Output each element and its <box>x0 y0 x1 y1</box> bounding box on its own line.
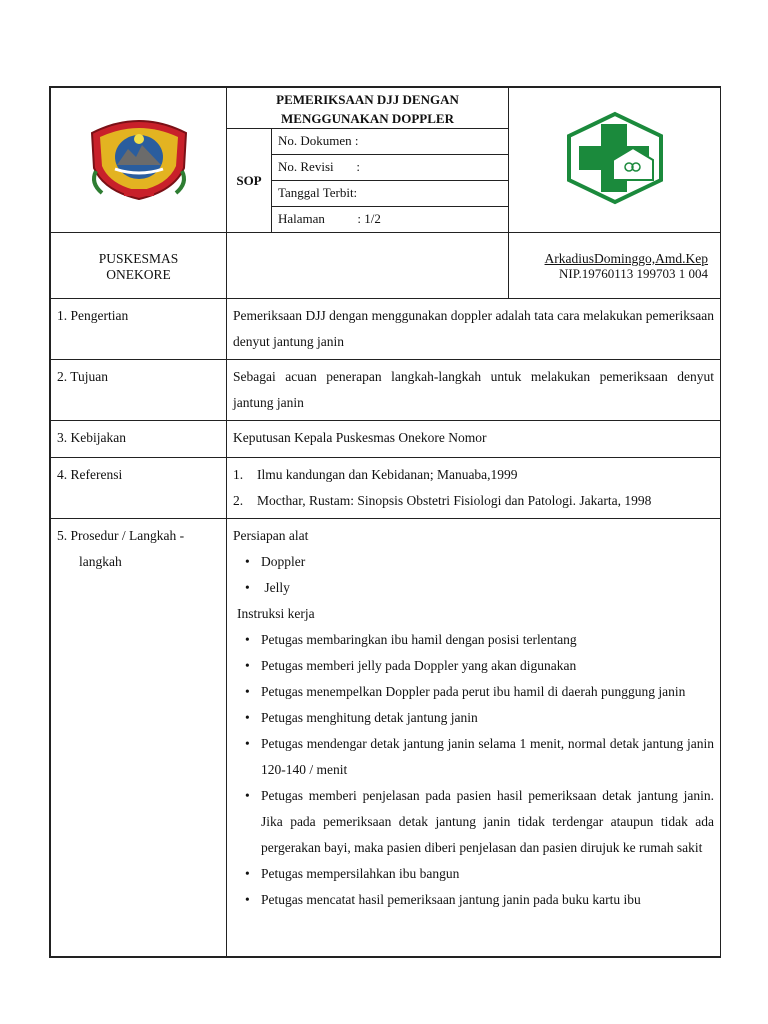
no-dokumen: No. Dokumen : <box>272 129 509 155</box>
org-line-1: PUSKESMAS <box>98 251 179 266</box>
sop-label: SOP <box>227 129 272 233</box>
regency-emblem-cell <box>51 88 227 233</box>
prosedur-label-line-1: 5. Prosedur / Langkah - <box>57 528 185 543</box>
instruksi-item: • Petugas membaringkan ibu hamil dengan posisi terlentang <box>233 627 714 653</box>
halaman: Halaman : 1/2 <box>272 207 509 233</box>
organization-name <box>51 233 227 299</box>
section-label-referensi: 4. Referensi <box>51 458 227 519</box>
section-list-referensi <box>227 458 721 519</box>
title-line-2: MENGGUNAKAN DOPPLER <box>281 111 454 126</box>
document-title <box>227 88 509 129</box>
prosedur-label-line-2: langkah <box>79 554 122 569</box>
regency-emblem-icon <box>84 113 194 203</box>
instruksi-item: • Petugas menempelkan Doppler pada perut ibu hamil di daerah punggung janin <box>233 679 714 705</box>
section-text-tujuan: Sebagai acuan penerapan langkah-langkah untuk melakukan pemeriksaan denyut jantung janin <box>227 360 721 421</box>
sop-document <box>49 86 721 958</box>
section-label-prosedur <box>51 519 227 957</box>
section-text-kebijakan: Keputusan Kepala Puskesmas Onekore Nomor <box>227 421 721 458</box>
no-revisi: No. Revisi : <box>272 155 509 181</box>
reference-text: Mocthar, Rustam: Sinopsis Obstetri Fisiologi dan Patologi. Jakarta, 1998 <box>257 493 652 508</box>
signatory <box>509 233 721 299</box>
section-text-pengertian: Pemeriksaan DJJ dengan menggunakan doppler adalah tata cara melakukan pemeriksaan denyut jantung janin <box>227 299 721 360</box>
instruksi-item: • Petugas mencatat hasil pemeriksaan jantung janin pada buku kartu ibu <box>233 887 714 913</box>
persiapan-item: • Jelly <box>233 575 714 601</box>
reference-number: 1. <box>233 467 244 482</box>
reference-item <box>233 462 714 488</box>
sop-table <box>50 87 721 957</box>
signatory-nip: NIP.19760113 199703 1 004 <box>558 266 709 281</box>
section-label-kebijakan: 3. Kebijakan <box>51 421 227 458</box>
reference-text: Ilmu kandungan dan Kebidanan; Manuaba,1999 <box>257 467 518 482</box>
section-label-pengertian: 1. Pengertian <box>51 299 227 360</box>
instruksi-item: • Petugas menghitung detak jantung janin <box>233 705 714 731</box>
instruksi-item: • Petugas mendengar detak jantung janin selama 1 menit, normal detak jantung janin 120-140 / menit <box>233 731 714 783</box>
instruksi-item: • Petugas mempersilahkan ibu bangun <box>233 861 714 887</box>
title-line-1: PEMERIKSAAN DJJ DENGAN <box>276 92 459 107</box>
tanggal-terbit: Tanggal Terbit: <box>272 181 509 207</box>
section-body-prosedur <box>227 519 721 957</box>
reference-number: 2. <box>233 493 244 508</box>
persiapan-item: • Doppler <box>233 549 714 575</box>
section-label-tujuan: 2. Tujuan <box>51 360 227 421</box>
puskesmas-logo-cell <box>509 88 721 233</box>
reference-item <box>233 488 714 514</box>
instruksi-item: • Petugas memberi penjelasan pada pasien hasil pemeriksaan detak jantung janin. Jika pada pemeriksaan detak jantung janin tidak terdengar ataupun tidak ada pergerakan bayi, maka pasien diberi penjelasan dan pasien dirujuk ke rumah sakit <box>233 783 714 861</box>
blank-cell <box>227 233 509 299</box>
org-line-2: ONEKORE <box>106 267 171 282</box>
instruksi-item: • Petugas memberi jelly pada Doppler yang akan digunakan <box>233 653 714 679</box>
persiapan-heading: Persiapan alat <box>233 528 309 543</box>
instruksi-heading: Instruksi kerja <box>237 606 315 621</box>
signatory-name: ArkadiusDominggo,Amd.Kep <box>544 251 709 266</box>
puskesmas-logo-icon <box>563 110 667 206</box>
